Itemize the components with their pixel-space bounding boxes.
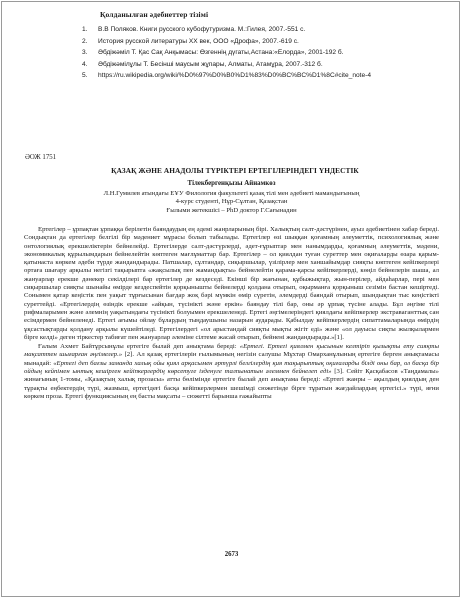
quote-text: «Ертегі. Ертегі қиялмен қысынын келтіріп қызықты ету сияқты мақсаттен шығарған әңгімелер.» (24, 343, 439, 359)
paragraph-text: Ғалым Ахмет Байтұрсынұлы ертегіге былай деп анықтама береді: (38, 343, 240, 351)
affiliation-line: 4-курс студенті, Нұр-Сұлтан, Қазақстан (175, 198, 288, 206)
reference-link[interactable]: https://ru.wikipedia.org/wiki/%D0%97%D0%B0%D1%83%D0%BC%BC%D1%8C#cite_note-4 (98, 72, 372, 79)
references-heading: Қолданылған әдебиеттер тізімі (100, 10, 209, 19)
affiliation-line: Л.Н.Гумилев атындағы ЕҰУ Филология факультеті қазақ тілі мен әдебиеті мамандығының (103, 190, 360, 197)
supervisor-line: Ғылыми жетекшісі – PhD доктор Г.Сағынадин (166, 206, 297, 214)
reference-number: 2. (82, 37, 88, 45)
reference-item (82, 38, 382, 46)
reference-text: В.В Поляков. Книги русского кубофутуризма. М.:Гилея, 2007.-551 с. (98, 26, 306, 33)
paragraph-text: [3]. Сейіт Қасқабасов «Таңдамалы» жинағының 1-томы, «Қазақтың халық прозасы» атты бөлімінде ертегіге былай деп анықтама береді: «Ертегі жанры – ақылдың қиялдың ден тұрақты еңбектердің түрі, жазмыш, ертегідеғі басқа кейіпкерлермен шешімді сюжетінде бірге тұратын жағдайлардың ертегісі.» (24, 368, 439, 392)
reference-text: История русской литературы ХХ век, ООО «Дрофа», 2007.-619 с. (98, 37, 299, 45)
body-paragraph (24, 343, 439, 401)
reference-text: Әбдіжәмілұлы Т. Бесінші маусым жұпары, Алматы, Атамұра, 2007.-312 б. (98, 60, 323, 68)
quote-text: «Ертегі деп бағзы заманда халық ойы қиял арқасымен әртүрлі белгілердің қия тақырыптық оқиғаларды білді оны бар, ол басқа бір ойдың кейпімен ынтық кешірген кейіпкерлердің көрсетуге ізденуге талпынатын әлеммен бейнелеп еді» (24, 359, 439, 376)
reference-number: 1. (82, 26, 88, 33)
affiliation (20, 190, 443, 215)
page-number: 2673 (224, 551, 239, 558)
reference-number: 3. (82, 49, 88, 56)
article-body (24, 226, 439, 401)
reference-item (82, 72, 382, 80)
reference-item (82, 61, 382, 69)
reference-item (82, 49, 382, 57)
reference-number: 5. (82, 72, 88, 79)
article-title: ҚАЗАҚ ЖӘНЕ АНАДОЛЫ ТҮРІКТЕРІ ЕРТЕГІЛЕРІНДЕГІ ҮНДЕСТІК (111, 166, 359, 175)
body-paragraph: Ертегілер – ұрпақтан ұрпаққа берілетін баяндаудың ең әдемі жанрларының бірі. Халықтың салт-дәстүрінен, ауыз әдебиетінен хабар береді. Сондықтан да ертегілер белгілі бір мәдениет мұрасы болып табылады. Ертегілер өзі шыққан қоғамның әлеуметтік, психологиялық және онтологиялық ерекшеліктерін бейнелейді. Ертегілерде салт-дәстүрлерді, әдет-ғұрыптар мен нанымдарды, қоғамның әлеуметтік, мәдени, экономикалық құрылымдарын бейнелейтін көптеген мағлұматтар бар. Ертегілер – ол қиялдан туған суреттер мен оқиғаларды өзара қарым-қатынаста көркем әдеби түрде жандандырады. Патшалар, сұлтандар, сиқыршылар, үзілірлер мен ханшайымдар сияқты көптеген кейіпкерлері ортаға шығару арқылы негізгі тақырыпта «жақсылық пен жамандықты» бейнелейтін қарама-қарсы кейіпкерлерді, көңіл бейнелерін шаша, ал жануарлар ерекше дәнекер секілділері бар ертегілер де кездеседі. Екінші бір жағынан, құбыжықтар, жын-перілер, айдаһарлар, пері мен сиқыршылар сияқты шынайы өмірде кездеспейтін қорқынышты бейнелерді қолдана отырып, оқырманға қорқыныш сезімін бастан кешіртеді. Сонымен қатар кеңістік пен уақыт тұрғысынан бағдар жоқ бәрі мүмкін өмір сүретін, әлемдерді баяндай отырып, шындықтан тыс кеңістікті суреттейді. «Ертегілердің өзіндік ерекше «айқын, түсінікті және еркін» баяндау тілі бар, оны әр ұрпақ түсіне алады. Бұл әңгіме тілі рифмаларымен және әлемнің уақытындағы түсінікті болуымен ерекшеленеді. Ертегі әңгімелеріндегі қиялдағы кейіпкерлер экстраваганттық сан есімдермен бейнеленеді. Ертегі ағымы ойлау бұлардың тыңдаушыны назарын аударады. Қабылдау кейіпкерлердің сипаттамаларында өмірдің ұқсастықтарды қолдану арқылы күшейтіледі. Ертегілердегі «ол арыстандай сияқты мықты жігіт еді» және «ол дауысы сиқты жылқылармен бірге келді» деген тіркестер табиғат пен жануарлар әлеміне сілтеме жасай отырып, бейнені жандандырады.»[1]. (24, 226, 439, 341)
paragraph-text: [2]. Ал қазақ ертегілерін ғылымының негізін салушы Мұхтар Омарханұлының ертегіге берген анықтамасы мынадай: (24, 351, 439, 367)
reference-number: 4. (82, 60, 88, 68)
references-list (82, 26, 382, 84)
reference-item (82, 26, 382, 34)
author-name: Тілекбергенқызы Айнамкөз (187, 180, 276, 187)
reference-text: Әбдіжәміл Т. Қас Сақ Анқымасы: Өзгеннің дүгаты,Астана:«Елорда», 2001-192 б. (98, 49, 344, 56)
udc-code: ӘОЖ 1751 (25, 154, 57, 161)
paragraph-text: түрі, яғни көркем проза. Ертегі функциясының ең басты мақсаты – сюжетті барынша ғажайыпты (24, 384, 439, 400)
